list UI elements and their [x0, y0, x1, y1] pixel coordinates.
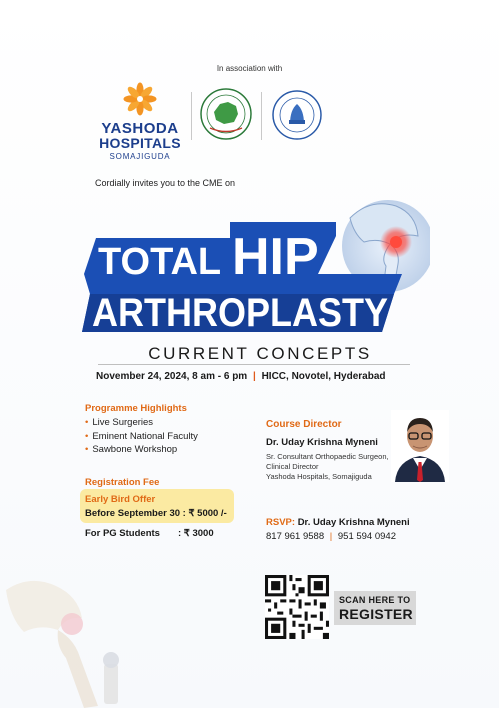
course-director-name: Dr. Uday Krishna Myneni	[266, 437, 378, 448]
event-separator: |	[252, 371, 256, 382]
phone-separator: |	[329, 531, 333, 542]
flower-logo-icon	[123, 82, 157, 116]
pg-label: For PG Students	[85, 528, 160, 539]
scan-label-line1: SCAN HERE TO	[339, 595, 411, 605]
scan-to-register-button[interactable]	[334, 591, 416, 625]
pg-amount: : ₹ 3000	[178, 528, 214, 539]
subtitle-rule	[98, 364, 410, 365]
logo-divider-2	[261, 92, 262, 140]
programme-highlights-title: Programme Highlights	[85, 403, 187, 414]
rsvp-phones	[266, 531, 396, 542]
rsvp-name: Dr. Uday Krishna Myneni	[297, 517, 410, 528]
event-info	[96, 371, 386, 382]
registration-qr-code[interactable]	[265, 575, 329, 639]
programme-highlights-list	[85, 416, 198, 457]
list-item: • Live Surgeries	[85, 417, 154, 428]
telangana-ortho-association-seal-icon	[200, 88, 252, 140]
title-word-total: TOTAL	[98, 241, 222, 283]
association-text: In association with	[216, 64, 283, 73]
event-date: November 24, 2024,	[96, 371, 190, 382]
title-word-hip: HIP	[232, 228, 319, 286]
early-bird-price: Before September 30 : ₹ 5000 /-	[85, 508, 227, 519]
rsvp-line	[266, 517, 410, 528]
phone-2[interactable]: 951 594 0942	[337, 531, 396, 542]
early-bird-box	[80, 489, 234, 523]
logo-divider	[191, 92, 192, 140]
bullet-icon: •	[85, 417, 89, 428]
bullet-icon: •	[85, 444, 89, 455]
title-word-arthroplasty: ARTHROPLASTY	[92, 291, 389, 335]
course-director-role: Clinical Director	[266, 462, 319, 471]
rsvp-label: RSVP:	[266, 517, 296, 528]
list-item: • Sawbone Workshop	[85, 444, 178, 455]
course-director-title: Course Director	[266, 419, 342, 430]
hip-implant-illustration-icon	[0, 560, 160, 708]
bullet-icon: •	[85, 430, 89, 442]
subtitle-current-concepts: CURRENT CONCEPTS	[148, 344, 372, 363]
invite-text: Cordially invites you to the CME on	[95, 178, 236, 188]
yashoda-logo	[92, 82, 188, 161]
early-bird-label: Early Bird Offer	[85, 494, 156, 505]
pg-student-fee	[85, 528, 214, 539]
course-director-photo	[391, 410, 449, 482]
hospital-branch: SOMAJIGUDA	[109, 152, 171, 161]
event-time: 8 am - 6 pm	[192, 371, 248, 382]
course-director-hospital: Yashoda Hospitals, Somajiguda	[266, 472, 372, 481]
phone-1[interactable]: 817 961 9588	[266, 531, 325, 542]
hospital-name-line1: YASHODA	[101, 120, 179, 137]
title-banner	[82, 222, 402, 344]
list-item: • Eminent National Faculty	[85, 430, 198, 442]
event-venue: HICC, Novotel, Hyderabad	[261, 371, 386, 382]
scan-label-line2: REGISTER	[339, 606, 413, 622]
hospital-name-line2: HOSPITALS	[99, 135, 181, 151]
registration-fee-title: Registration Fee	[85, 477, 160, 488]
course-director-designation: Sr. Consultant Orthopaedic Surgeon,	[266, 452, 389, 461]
twin-cities-ortho-society-seal-icon	[272, 90, 322, 140]
